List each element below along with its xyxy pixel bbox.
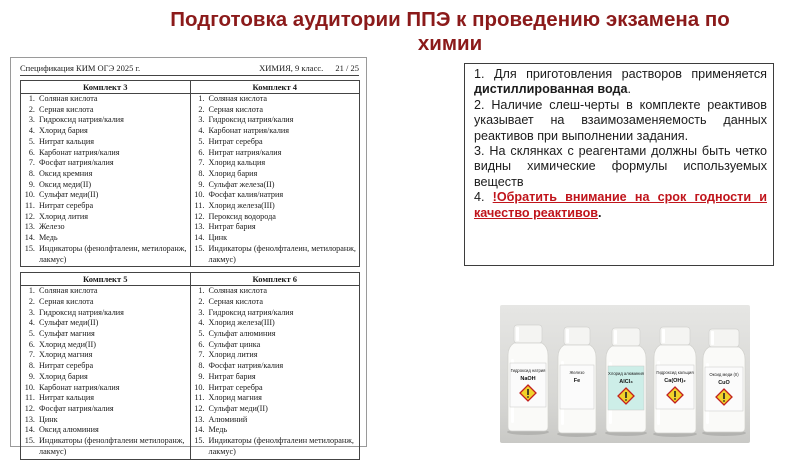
bottle-cap-highlight [662,329,665,343]
kit-item: 8. Оксид кремния [37,169,188,180]
bottle-cap-highlight [614,330,617,344]
reagent-bottle [507,325,549,435]
kit-item: 12. Сульфат меди(II) [207,404,358,415]
slide-title-line-2: химии [417,32,483,55]
kit-item: 3. Гидроксид натрия/калия [207,115,358,126]
hazard-icon-dot [625,399,627,401]
kit-item: 11. Нитрат серебра [37,201,188,212]
specification-document [10,57,367,456]
kit-item: 12. Хлорид лития [37,212,188,223]
kit-item: 9. Сульфат железа(II) [207,180,358,191]
hazard-icon-dot [527,396,529,398]
kit-item: 14. Оксид алюминия [37,425,188,436]
bottle-label-formula: AlCl₃ [619,379,633,385]
kit-item: 6. Карбонат натрия/калия [37,148,188,159]
kit-item: 8. Нитрат серебра [37,361,188,372]
kit-item: 6. Нитрат натрия/калия [207,148,358,159]
kit-item: 1. Соляная кислота [207,94,358,105]
kit-item: 9. Оксид меди(II) [37,180,188,191]
kit-item: 10. Карбонат натрия/калия [37,383,188,394]
note-4-number: 4. [474,190,493,205]
kit-item: 3. Гидроксид натрия/калия [207,308,358,319]
kit-item: 4. Карбонат натрия/калия [207,126,358,137]
kit-cell-4 [190,94,360,267]
kit-item: 4. Хлорид железа(III) [207,318,358,329]
hazard-icon-dot [674,398,676,400]
kit-item: 15. Индикаторы (фенолфталеин метилоранж, лакмус) [207,436,358,457]
kit-item: 7. Фосфат натрия/калия [37,158,188,169]
note-1 [474,67,767,98]
kit-item: 15. Индикаторы (фенолфталеин метилоранж, лакмус) [37,436,188,457]
note-1-bold: дистиллированная вода [474,82,628,97]
kit-item: 10. Сульфат меди(II) [37,190,188,201]
bottle-label-formula: Fe [573,378,581,384]
hazard-icon-mark [625,392,627,398]
hazard-icon-dot [723,400,725,402]
bottle-label-name: Хлорид алюминия [608,371,644,376]
kit-item: 5. Нитрат серебра [207,137,358,148]
kit-item: 12. Фосфат натрия/калия [37,404,188,415]
hazard-icon-mark [527,389,529,395]
kit-item: 5. Сульфат магния [37,329,188,340]
bottle-cap-highlight [516,327,519,341]
kit-item: 6. Хлорид меди(II) [37,340,188,351]
note-3: 3. На склянках с реагентами должны быть четко видны химические формулы используемых веществ [474,144,767,189]
kit-item: 1. Соляная кислота [37,286,188,297]
note-4-warning: !Обратить внимание на срок годности и качество реактивов [474,190,767,220]
kit-item: 3. Гидроксид натрия/калия [37,115,188,126]
reagent-bottles-photo [500,305,750,443]
kit-list-3 [24,94,188,265]
kit-list-4 [194,94,358,265]
kit-table-3-4 [20,80,360,267]
kit-item: 7. Хлорид кальция [207,158,358,169]
kit-item: 4. Сульфат меди(II) [37,318,188,329]
kit-item: 14. Цинк [207,233,358,244]
kit-item: 2. Серная кислота [37,297,188,308]
kit-item: 5. Сульфат алюминия [207,329,358,340]
kit-item: 15. Индикаторы (фенолфталеин, метилоранж, лакмус) [37,244,188,265]
note-1-end: . [627,82,632,97]
kit-item: 13. Алюминий [207,415,358,426]
kit-item: 11. Хлорид железа(III) [207,201,358,212]
bottle-label-name: Гидроксид кальция [656,370,694,375]
kit-item: 10. Нитрат серебра [207,383,358,394]
kit-cell-6 [190,286,360,459]
kit-item: 3. Гидроксид натрия/калия [37,308,188,319]
kit-item: 1. Соляная кислота [207,286,358,297]
kit-item: 9. Нитрат бария [207,372,358,383]
hazard-icon-mark [674,391,676,397]
kit-item: 2. Серная кислота [207,297,358,308]
bottle-label-formula: Ca(OH)₂ [664,378,686,384]
document-header-right [259,63,359,73]
kit-cell-3 [21,94,191,267]
kit-item: 8. Хлорид бария [207,169,358,180]
kit-list-5 [24,286,188,457]
note-4 [474,190,767,221]
reagent-bottle [702,329,746,436]
hazard-icon-mark [723,393,725,399]
kit-item: 11. Хлорид магния [207,393,358,404]
document-header-subject: ХИМИЯ, 9 класс. [259,63,324,73]
kit-item: 14. Медь [207,425,358,436]
document-header-page: 21 / 25 [335,63,359,73]
kit-item: 11. Нитрат кальция [37,393,188,404]
bottle-cap-highlight [566,329,569,343]
kit-title-5: Комплект 5 [21,273,191,286]
bottle-cap-highlight [711,331,714,345]
kit-item: 7. Хлорид лития [207,350,358,361]
kit-item: 15. Индикаторы (фенолфталеин, метилоранж, лакмус) [207,244,358,265]
reagent-bottle [557,327,597,437]
kit-item: 4. Хлорид бария [37,126,188,137]
kit-item: 13. Цинк [37,415,188,426]
bottle-label-name: Железо [569,370,585,375]
kit-item: 8. Фосфат натрия/калия [207,361,358,372]
kit-list-6 [194,286,358,457]
kit-table-5-6 [20,272,360,459]
bottle-label-name: Гидроксид натрия [510,368,546,373]
kit-item: 2. Серная кислота [37,105,188,116]
kit-item: 9. Хлорид бария [37,372,188,383]
document-header [20,63,359,76]
note-4-end: . [598,205,602,220]
notes-box [464,63,774,266]
kit-cell-5 [21,286,191,459]
kit-item: 12. Пероксид водорода [207,212,358,223]
kit-title-3: Комплект 3 [21,81,191,94]
reagent-bottle [653,327,697,437]
note-2: 2. Наличие слеш-черты в комплекте реактивов указывает на взаимозаменяемость данных реактивов при выполнении задания. [474,97,767,143]
document-header-left: Спецификация КИМ ОГЭ 2025 г. [20,63,141,73]
note-1-text: 1. Для приготовления растворов применяется [474,67,767,81]
slide-title [120,8,780,56]
bottle-label-name: Оксид меди (II) [709,372,739,377]
reagent-bottles-drawing [500,305,750,443]
kit-item: 13. Нитрат бария [207,222,358,233]
reagent-bottle [605,328,647,436]
kit-item: 10. Фосфат калия/натрия [207,190,358,201]
kit-item: 13. Железо [37,222,188,233]
kit-title-6: Комплект 6 [190,273,360,286]
bottle-label-formula: CuO [718,380,730,386]
kit-item: 14. Медь [37,233,188,244]
kit-item: 7. Хлорид магния [37,350,188,361]
kit-title-4: Комплект 4 [190,81,360,94]
kit-item: 1. Соляная кислота [37,94,188,105]
bottle-label-formula: NaOH [520,376,536,382]
slide-title-line-1: Подготовка аудитории ППЭ к проведению экзамена по [170,8,730,31]
kit-item: 2. Серная кислота [207,105,358,116]
kit-item: 6. Сульфат цинка [207,340,358,351]
kit-item: 5. Нитрат кальция [37,137,188,148]
